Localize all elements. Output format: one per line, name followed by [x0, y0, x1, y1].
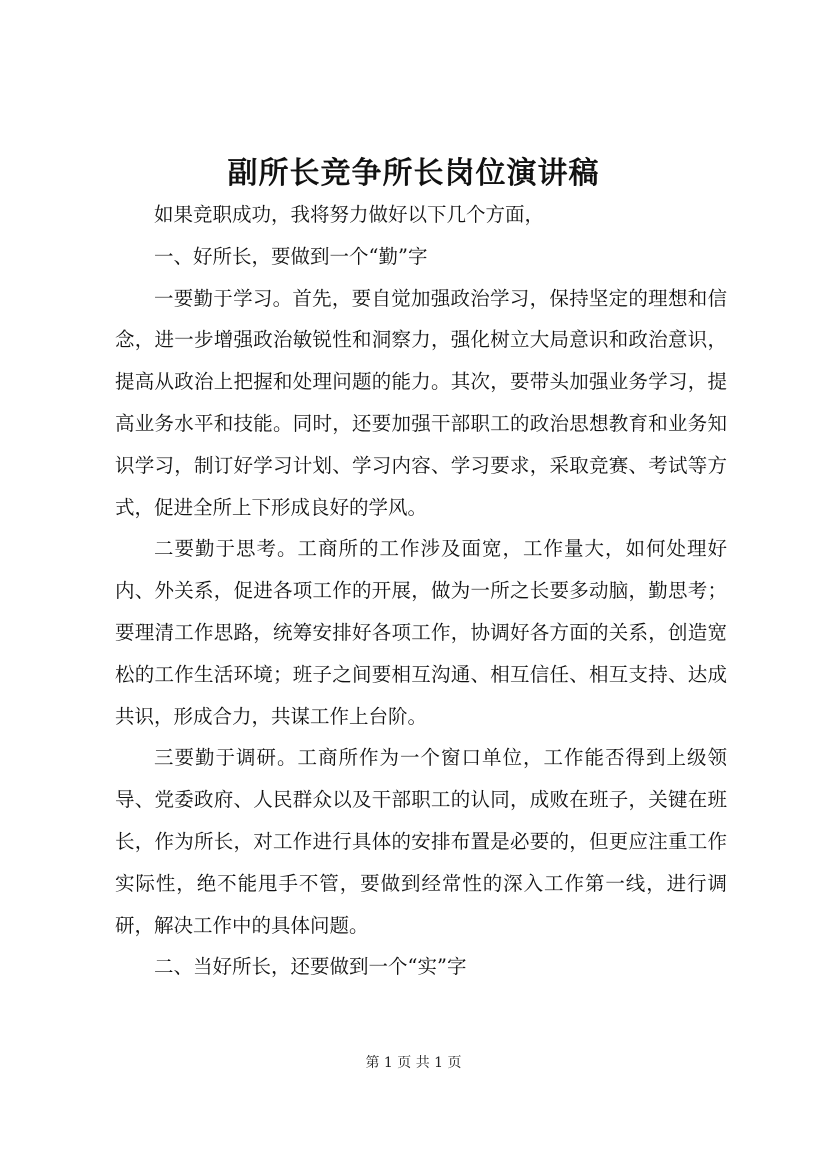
- page-number-footer: 第 1 页 共 1 页: [365, 1055, 462, 1071]
- section-heading-2: 二、当好所长，还要做到一个“实”字: [154, 955, 467, 979]
- section-heading-1: 一、好所长，要做到一个“勤”字: [154, 244, 428, 268]
- document-body: [115, 194, 727, 988]
- paragraph-research: 三要勤于调研。工商所作为一个窗口单位，工作能否得到上级领导、党委政府、人民群众以及干部职工的认同，成败在班子，关键在班长，作为所长，对工作进行具体的安排布置是必要的，但更应注重工作实际性，绝不能甩手不管，要做到经常性的深入工作第一线，进行调研，解决工作中的具体问题。: [115, 746, 727, 937]
- paragraph-think: 二要勤于思考。工商所的工作涉及面宽，工作量大，如何处理好内、外关系，促进各项工作的开展，做为一所之长要多动脑，勤思考；要理清工作思路，统筹安排好各项工作，协调好各方面的关系，创造宽松的工作生活环境；班子之间要相互沟通、相互信任、相互支持、达成共识，形成合力，共谋工作上台阶。: [115, 537, 727, 728]
- paragraph-study: 一要勤于学习。首先，要自觉加强政治学习，保持坚定的理想和信念，进一步增强政治敏锐性和洞察力，强化树立大局意识和政治意识，提高从政治上把握和处理问题的能力。其次，要带头加强业务学习，提高业务水平和技能。同时，还要加强干部职工的政治思想教育和业务知识学习，制订好学习计划、学习内容、学习要求，采取竞赛、考试等方式，促进全所上下形成良好的学风。: [115, 286, 727, 519]
- document-title: 副所长竞争所长岗位演讲稿: [227, 156, 600, 191]
- paragraph-intro: 如果竞职成功，我将努力做好以下几个方面，: [154, 203, 545, 226]
